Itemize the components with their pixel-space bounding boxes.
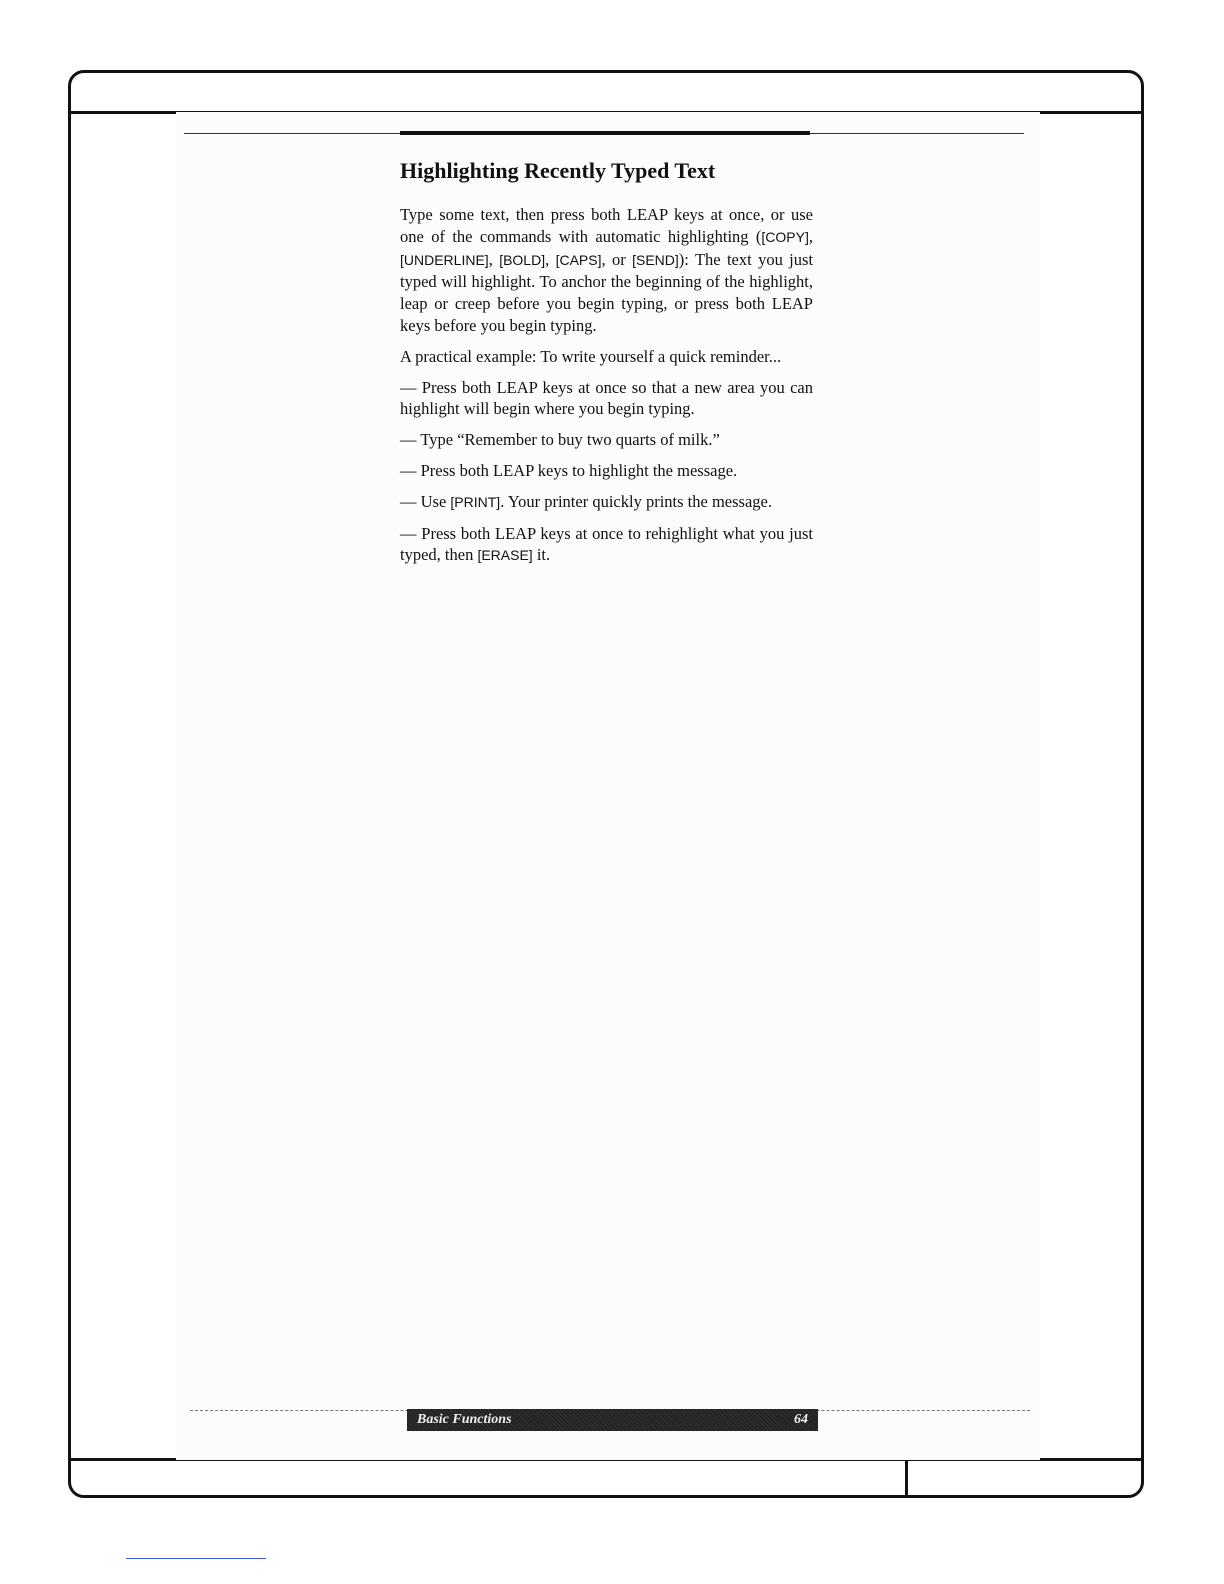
- intro-sep: ,: [545, 249, 556, 269]
- step-text: — Press both LEAP keys at once to rehighlight what you just typed, then: [400, 523, 813, 565]
- intro-sep: ,: [808, 226, 813, 246]
- page-content: [400, 156, 813, 576]
- intro-sep: , or: [601, 249, 633, 269]
- footer-page-number: 64: [794, 1412, 808, 1427]
- key-send: [SEND]: [632, 251, 679, 268]
- frame-footer-divider: [905, 1458, 908, 1495]
- step-text: it.: [532, 545, 551, 565]
- step-text: . Your printer quickly prints the message.: [500, 491, 772, 511]
- footer-bar: [407, 1409, 818, 1431]
- bottom-link-underline[interactable]: [126, 1558, 266, 1559]
- key-caps: [CAPS]: [555, 251, 602, 268]
- example-step-4: [400, 491, 813, 514]
- example-step-5: [400, 523, 813, 568]
- footer-section-title: Basic Functions: [417, 1412, 512, 1427]
- intro-paragraph: [400, 204, 813, 337]
- key-erase: [ERASE]: [477, 547, 533, 564]
- example-step-1: — Press both LEAP keys at once so that a new area you can highlight will begin where you begin typing.: [400, 377, 813, 419]
- key-bold: [BOLD]: [499, 251, 546, 268]
- key-underline: [UNDERLINE]: [400, 251, 489, 268]
- intro-sep: ,: [488, 249, 500, 269]
- key-copy: [COPY]: [761, 228, 809, 245]
- intro-text: Type some text, then press both LEAP keys at once, or use one of the commands with automatic highlighting (: [400, 205, 813, 246]
- step-text: — Use: [400, 491, 451, 511]
- section-heading: Highlighting Recently Typed Text: [400, 158, 716, 183]
- example-intro: A practical example: To write yourself a quick reminder...: [400, 346, 782, 366]
- example-step-2: — Type “Remember to buy two quarts of milk.”: [400, 430, 720, 450]
- intro-text-end: ): The text you just typed will highlight. To anchor the beginning of the highlight, leap or creep before you begin typing, or press both LEAP keys before you begin typing.: [400, 249, 814, 335]
- header-rule-thick: [400, 131, 810, 135]
- example-step-3: — Press both LEAP keys to highlight the message.: [400, 460, 738, 480]
- key-print: [PRINT]: [450, 493, 501, 510]
